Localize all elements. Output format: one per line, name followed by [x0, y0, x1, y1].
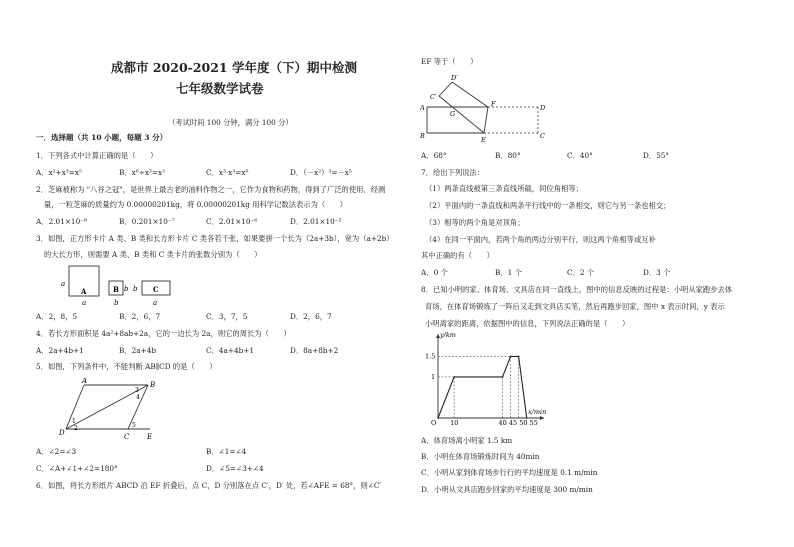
q6-stem-line2: EF 等于（ ） — [421, 57, 478, 66]
q5-option-d: D．∠5=∠3+∠4 — [206, 464, 264, 473]
fig-label-c-bottom: a — [153, 299, 158, 307]
label-c-prime: C′ — [430, 93, 437, 101]
q6-stem-line1: 6．如图，将长方形纸片 ABCD 沿 EF 折叠后，点 C，D 分别落在点 C′，D′ 处，若∠AFE = 68°，则∠C′ — [36, 481, 382, 490]
q4-option-c: C．4a+4b+1 — [206, 346, 255, 355]
q8-option-a: A．体育场离小明家 1.5 km — [421, 436, 513, 445]
angle-label-5: 5 — [132, 422, 136, 429]
q8-stem-line3: 小明离家的距离，依据图中的信息，下列说法正确的是（ ） — [425, 319, 630, 328]
data-point — [518, 356, 520, 358]
x-tick-label: 40 45 50 55 — [498, 419, 538, 427]
q1-stem: 1．下列各式中计算正确的是（ ） — [36, 151, 158, 160]
origin-label: O — [431, 419, 437, 427]
data-point — [502, 376, 504, 378]
q3-option-c: C．3，7，5 — [206, 312, 248, 321]
x-tick-label: 10 — [450, 419, 459, 427]
q2-option-a: A．2.01×10⁻⁸ — [36, 217, 87, 226]
fig-label-a-side: a — [61, 280, 66, 288]
q8-option-b: B．小明在体育场锻炼时间为 40min — [421, 452, 540, 461]
fig-label-c-side: b — [133, 285, 138, 293]
q8-option-d: D．小明从文具店跑步回家的平均速度是 300 m/min — [421, 485, 593, 494]
q3-card-figure — [58, 262, 178, 310]
label-a: A — [82, 378, 88, 385]
fig-label-b-bottom: b — [114, 299, 119, 307]
q3-stem-line1: 3．如图，正方形卡片 A 类、B 类和长方形卡片 C 类各若干张，如果要拼一个长为（2a+3b），宽为（a+2b） — [36, 234, 394, 243]
label-d: D — [540, 104, 546, 112]
exam-subtitle: 七年级数学试卷 — [176, 81, 264, 96]
q5-parallelogram-figure — [58, 378, 158, 442]
q6-option-a: A．68° — [421, 151, 447, 160]
data-point — [453, 376, 455, 378]
y-tick-label: 1 — [431, 372, 436, 381]
data-point — [437, 417, 439, 419]
q6-option-b: B．80° — [495, 151, 521, 160]
y-tick-label: 1.5 — [425, 352, 436, 361]
fig-label-card-c: C — [153, 285, 159, 294]
label-e: E — [481, 136, 486, 144]
fold-line-ef — [484, 107, 488, 133]
q4-option-d: D．8a+8b+2 — [290, 346, 339, 355]
exam-title: 成都市 2020-2021 学年度（下）期中检测 — [111, 60, 357, 75]
q4-option-a: A．2a+4b+1 — [36, 346, 84, 355]
q7-item-1: （1）两条直线被第三条直线所截，同位角相等； — [425, 184, 583, 193]
label-e: E — [147, 433, 153, 441]
label-c: C — [540, 132, 545, 140]
fig-label-a-bottom: a — [82, 299, 87, 307]
q5-option-a: A．∠2=∠3 — [36, 447, 77, 456]
q6-folding-figure — [420, 70, 555, 146]
q5-option-c: C．∠A+∠1+∠2=180° — [36, 464, 118, 473]
q5-option-b: B．∠1=∠4 — [206, 447, 247, 456]
q1-option-a: A．x²+x³=x⁵ — [36, 168, 82, 177]
q7-ask: 其中正确的有（ ） — [421, 251, 494, 260]
q7-option-a: A．0 个 — [421, 268, 448, 277]
q2-stem-line2: 量，一粒芝麻的质量约为 0.00000201kg，将 0.00000201kg 用科学记数法表示为（ ） — [44, 200, 348, 209]
q3-stem-line2: 的大长方形，则需要 A 类、B 类和 C 类卡片的张数分别为（ ） — [44, 250, 262, 259]
label-c: C — [124, 433, 130, 441]
q7-option-c: C．2 个 — [567, 268, 595, 277]
label-b: B — [420, 132, 425, 140]
q6-option-c: C．40° — [567, 151, 593, 160]
q5-stem: 5．如图，下列条件中，不能判断 AB∥CD 的是（ ） — [36, 362, 217, 371]
edge-cprime-e — [439, 96, 484, 133]
chart-plot-area — [425, 331, 546, 427]
q6-option-d: D．55° — [643, 151, 670, 160]
fig-label-card-b: B — [113, 285, 119, 294]
q2-option-b: B．0.201×10⁻⁷ — [119, 217, 175, 226]
exam-note: （考试时间 100 分钟，满分 100 分） — [168, 118, 293, 127]
q7-item-4: （4）在同一平面内，若两个角的两边分别平行，则这两个角相等或互补 — [425, 235, 656, 244]
q4-stem: 4．若长方形面积是 4a²+8ab+2a，它的一边长为 2a，则它的周长为（ ） — [36, 329, 291, 338]
q3-option-a: A．2，8，5 — [36, 312, 78, 321]
q2-option-c: C．2.01×10⁻⁶ — [206, 217, 258, 226]
edge-fd-prime — [452, 82, 488, 107]
q7-option-b: B．1 个 — [495, 268, 522, 277]
q7-option-d: D．3 个 — [643, 268, 671, 277]
q8-stem-line1: 8．已知小明的家、体育场、文具店在同一直线上，图中的信息反映的过程是：小明从家跑步去体 — [421, 285, 733, 294]
edge-dprime-cprime — [439, 82, 452, 96]
q4-option-b: B．2a+4b — [119, 346, 157, 355]
q2-stem-line1: 2．芝麻被称为 "八谷之冠"，是世界上最古老的油料作物之一，它作为食物和药物，得到了广泛的使用．经测 — [36, 185, 386, 194]
data-point — [510, 356, 512, 358]
q2-option-d: D．2.01×10⁻⁵ — [290, 217, 342, 226]
label-a: A — [420, 104, 425, 112]
section-heading: 一．选择题（共 10 小题，每题 3 分） — [36, 133, 168, 142]
angle-label-4: 4 — [136, 394, 140, 401]
angle-label-1: 1 — [72, 418, 76, 425]
label-b: B — [150, 381, 156, 389]
q7-item-3: （3）相等的两个角是对顶角； — [425, 218, 525, 227]
q1-option-b: B．x⁶÷x³=x² — [119, 168, 166, 177]
q8-distance-time-chart — [420, 330, 550, 430]
y-axis-label: y/km — [440, 331, 456, 339]
q3-option-b: B．2，6，7 — [119, 312, 161, 321]
label-d-prime: D′ — [451, 74, 458, 82]
label-g: G — [450, 110, 456, 118]
label-f: F — [491, 100, 496, 108]
fig-label-b-side: b — [124, 285, 129, 293]
fig-label-card-a: A — [81, 287, 87, 296]
x-axis-arrow — [540, 416, 544, 420]
q8-option-c: C．小明从家到体育场步行行的平均速度是 0.1 m/min — [421, 468, 598, 477]
angle-label-3: 3 — [135, 387, 139, 394]
q1-option-d: D．（－x²）³=－x⁵ — [290, 168, 352, 177]
q3-option-d: D．2，6，7 — [290, 312, 332, 321]
series-line — [438, 356, 527, 418]
x-axis-label: x/min — [528, 408, 547, 416]
angle-label-2: 2 — [74, 425, 78, 432]
label-d: D — [59, 429, 65, 437]
q7-stem: 7．给出下列说法： — [421, 168, 485, 177]
q8-stem-line2: 育场，在体育场锻炼了一阵后又走到文具店买笔，然后再跑步回家，图中 x 表示时间，y 表示 — [425, 302, 725, 311]
q7-item-2: （2）平面内的一条直线和两条平行线中的一条相交，则它与另一条也相交； — [425, 201, 671, 210]
q1-option-c: C．x³·x³=x⁶ — [206, 168, 249, 177]
